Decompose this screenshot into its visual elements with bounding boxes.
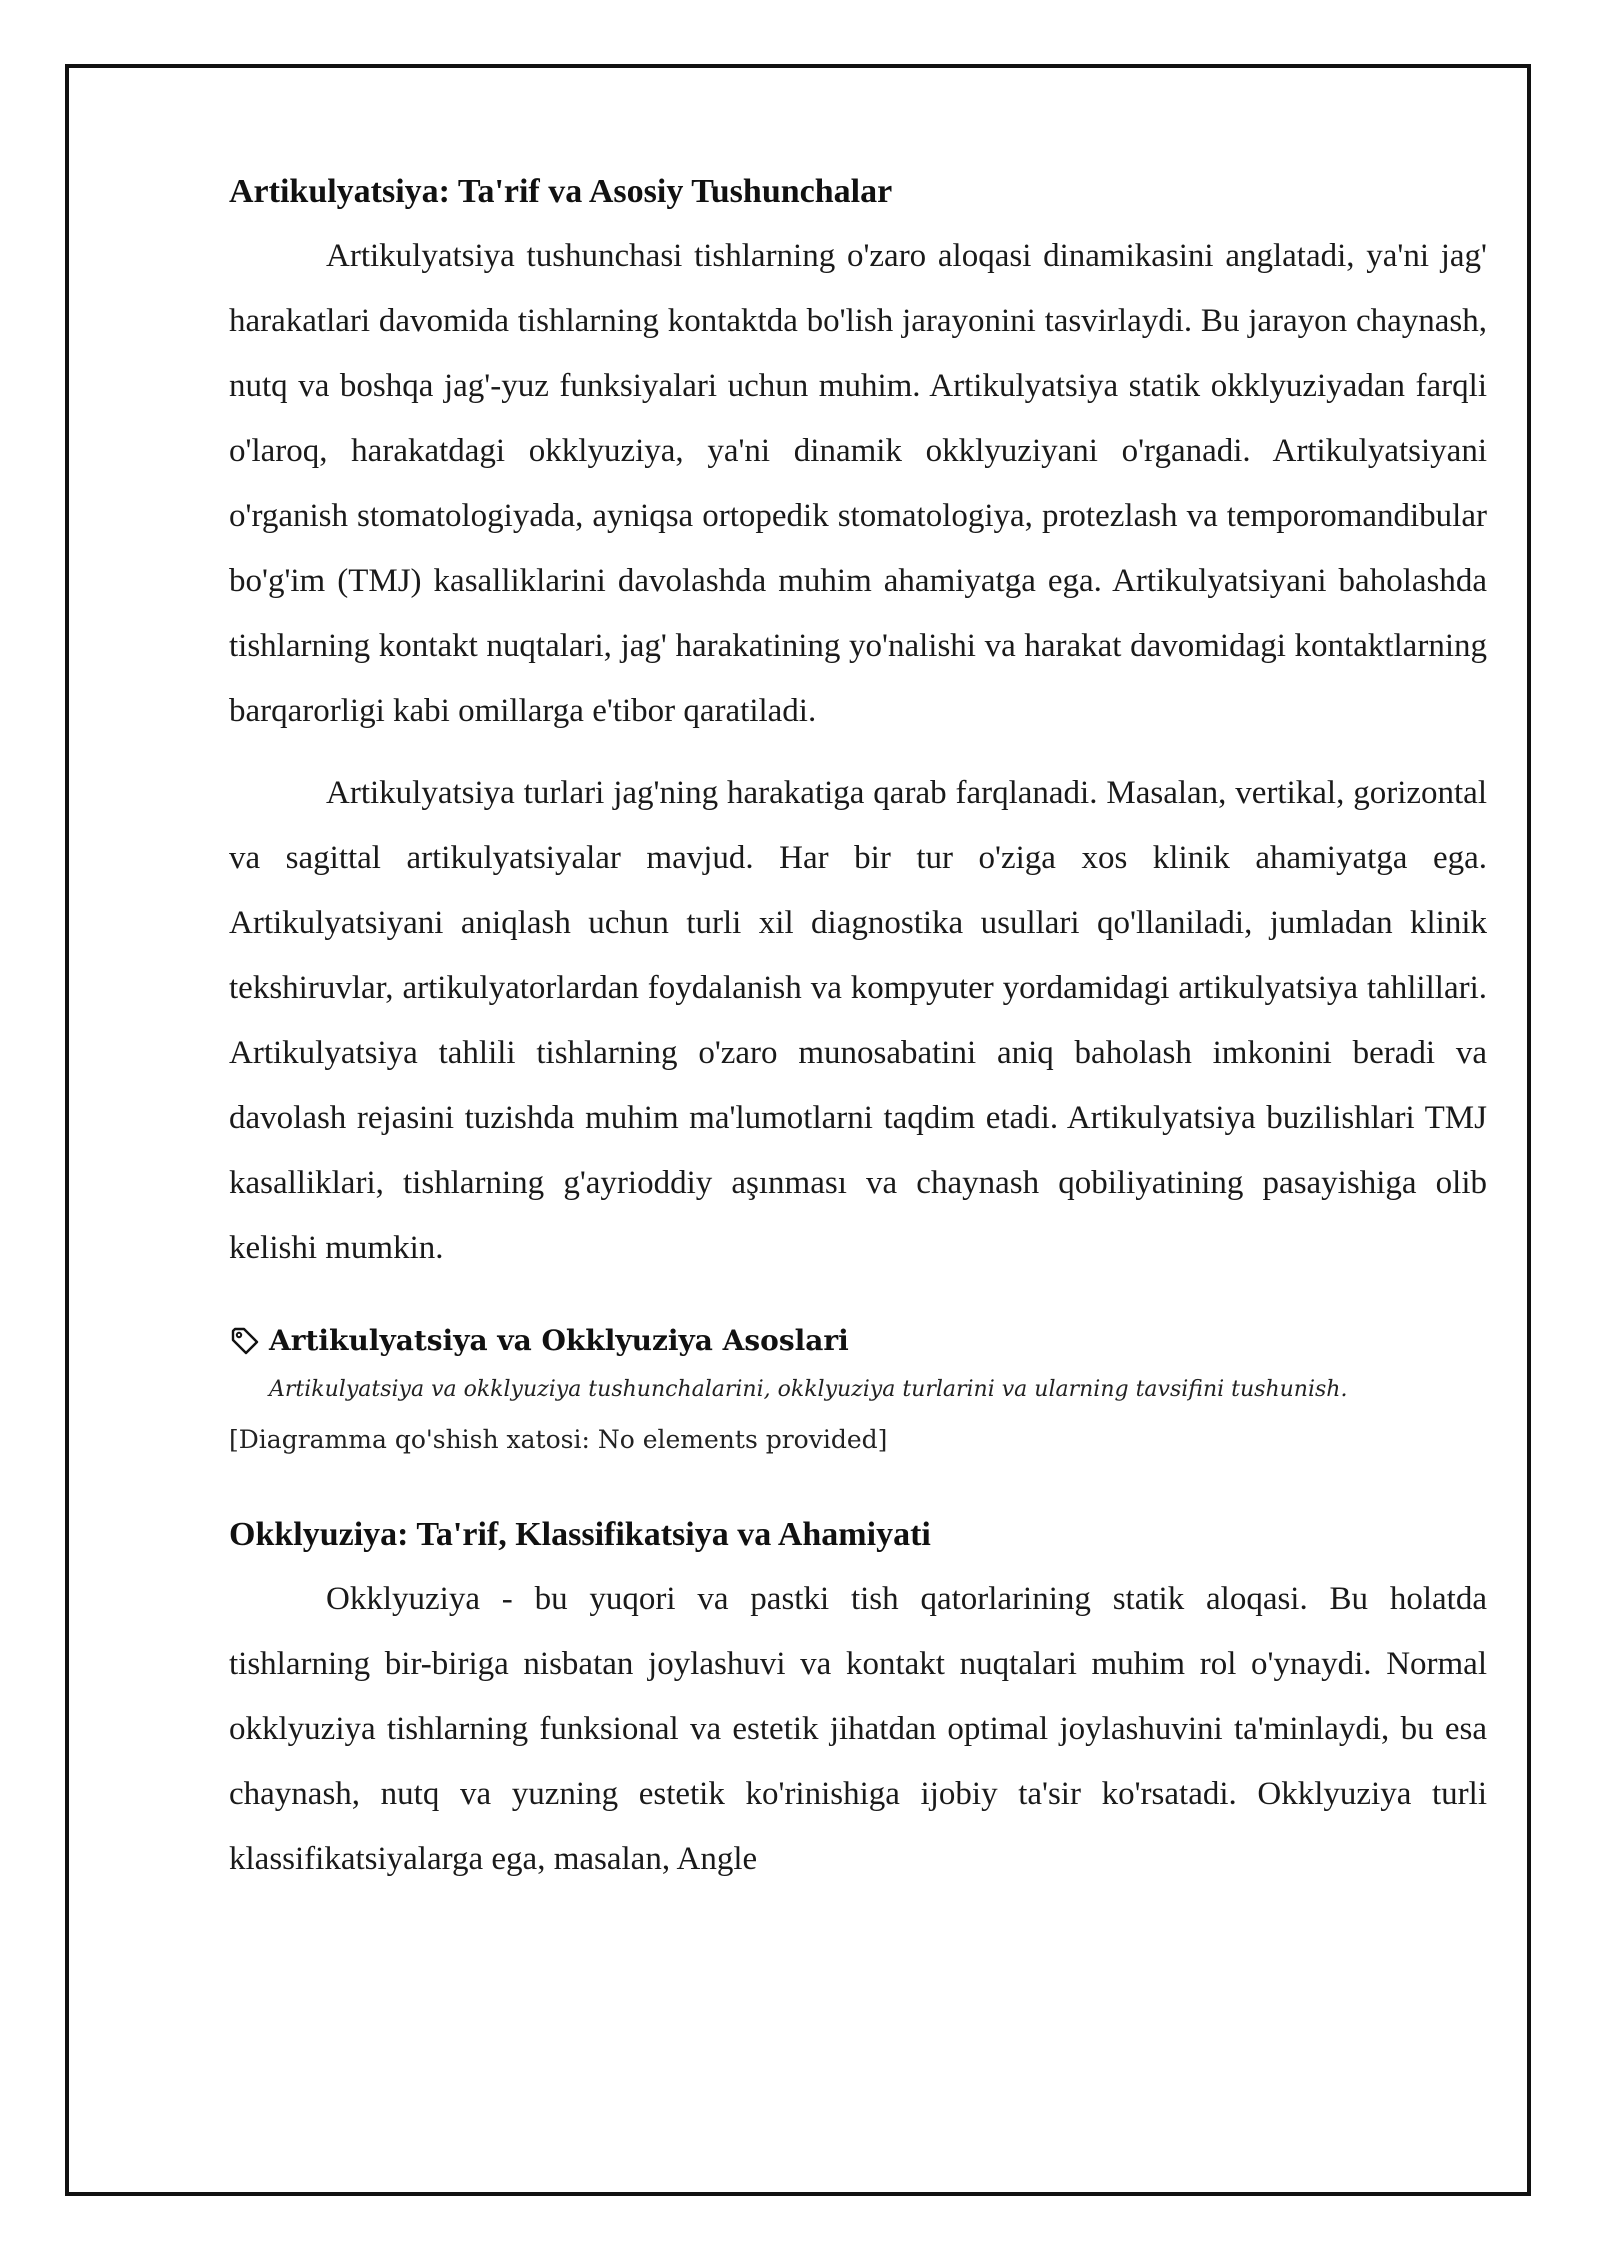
diagram-title-row	[229, 1321, 1487, 1361]
diagram-subtitle: Artikulyatsiya va okklyuziya tushunchalarini, okklyuziya turlarini va ularning tavsifini tushunish.	[269, 1377, 1348, 1402]
diagram-placeholder	[229, 1321, 1487, 1459]
tag-icon	[229, 1325, 261, 1357]
section-heading-articulation: Artikulyatsiya: Ta'rif va Asosiy Tushunchalar	[229, 173, 893, 210]
body-paragraph: Okklyuziya - bu yuqori va pastki tish qatorlarining statik aloqasi. Bu holatda tishlarning bir-biriga nisbatan joylashuvi va kontakt nuqtalari muhim rol o'ynaydi. Normal okklyuziya tishlarning funksional va estetik jihatdan optimal joylashuvini ta'minlaydi, bu esa chaynash, nutq va yuzning estetik ko'rinishiga ijobiy ta'sir ko'rsatadi. Okklyuziya turli klassifikatsiyalarga ega, masalan, Angle	[229, 1581, 1487, 1877]
body-paragraph: Artikulyatsiya turlari jag'ning harakatiga qarab farqlanadi. Masalan, vertikal, gorizontal va sagittal artikulyatsiyalar mavjud. Har bir tur o'ziga xos klinik ahamiyatga ega. Artikulyatsiyani aniqlash uchun turli xil diagnostika usullari qo'llaniladi, jumladan klinik tekshiruvlar, artikulyatorlardan foydalanish va kompyuter yordamidagi artikulyatsiya tahlillari. Artikulyatsiya tahlili tishlarning o'zaro munosabatini aniq baholash imkonini beradi va davolash rejasini tuzishda muhim ma'lumotlarni taqdim etadi. Artikulyatsiya buzilishlari TMJ kasalliklari, tishlarning g'ayrioddiy aşınması va chaynash qobiliyatining pasayishiga olib kelishi mumkin.	[229, 775, 1487, 1266]
diagram-error-message: [Diagramma qo'shish xatosi: No elements provided]	[229, 1425, 888, 1454]
diagram-title: Artikulyatsiya va Okklyuziya Asoslari	[269, 1324, 849, 1357]
document-content	[229, 170, 1487, 1909]
body-paragraph: Artikulyatsiya tushunchasi tishlarning o'zaro aloqasi dinamikasini anglatadi, ya'ni jag' harakatlari davomida tishlarning kontaktda bo'lish jarayonini tasvirlaydi. Bu jarayon chaynash, nutq va boshqa jag'-yuz funksiyalari uchun muhim. Artikulyatsiya statik okklyuziyadan farqli o'laroq, harakatdagi okklyuziya, ya'ni dinamik okklyuziyani o'rganadi. Artikulyatsiyani o'rganish stomatologiyada, ayniqsa ortopedik stomatologiya, protezlash va temporomandibular bo'g'im (TMJ) kasalliklarini davolashda muhim ahamiyatga ega. Artikulyatsiyani baholashda tishlarning kontakt nuqtalari, jag' harakatining yo'nalishi va harakat davomidagi kontaktlarning barqarorligi kabi omillarga e'tibor qaratiladi.	[229, 238, 1487, 729]
section-heading-occlusion: Okklyuziya: Ta'rif, Klassifikatsiya va Ahamiyati	[229, 1516, 931, 1553]
